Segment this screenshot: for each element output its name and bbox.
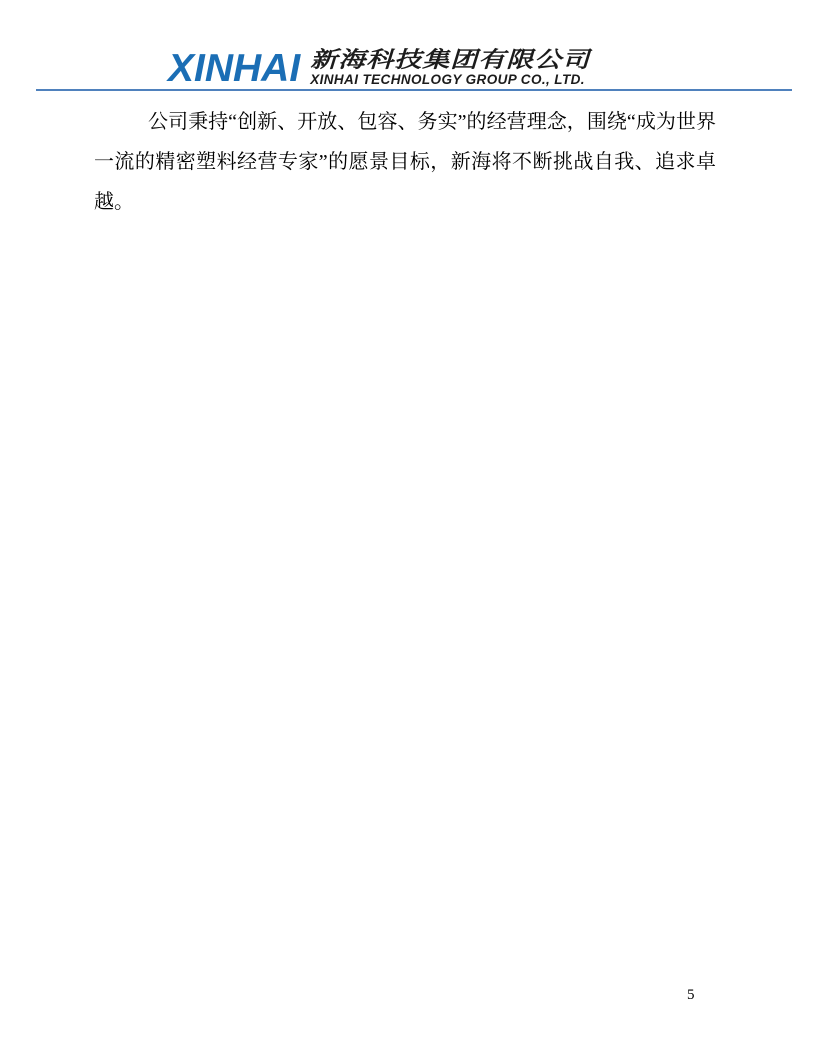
company-name-block xyxy=(310,44,590,87)
xinhai-wordmark: XINHAI xyxy=(168,46,301,90)
company-logo xyxy=(168,44,591,90)
header-divider xyxy=(36,89,792,91)
body-paragraph: 公司秉持“创新、开放、包容、务实”的经营理念，围绕“成为世界一流的精密塑料经营专家”的愿景目标，新海将不断挑战自我、追求卓越。 xyxy=(94,111,716,213)
page-number: 5 xyxy=(687,987,695,1003)
company-name-chinese: 新海科技集团有限公司 xyxy=(310,47,591,72)
company-name-english: XINHAI TECHNOLOGY GROUP CO., LTD. xyxy=(310,72,585,87)
